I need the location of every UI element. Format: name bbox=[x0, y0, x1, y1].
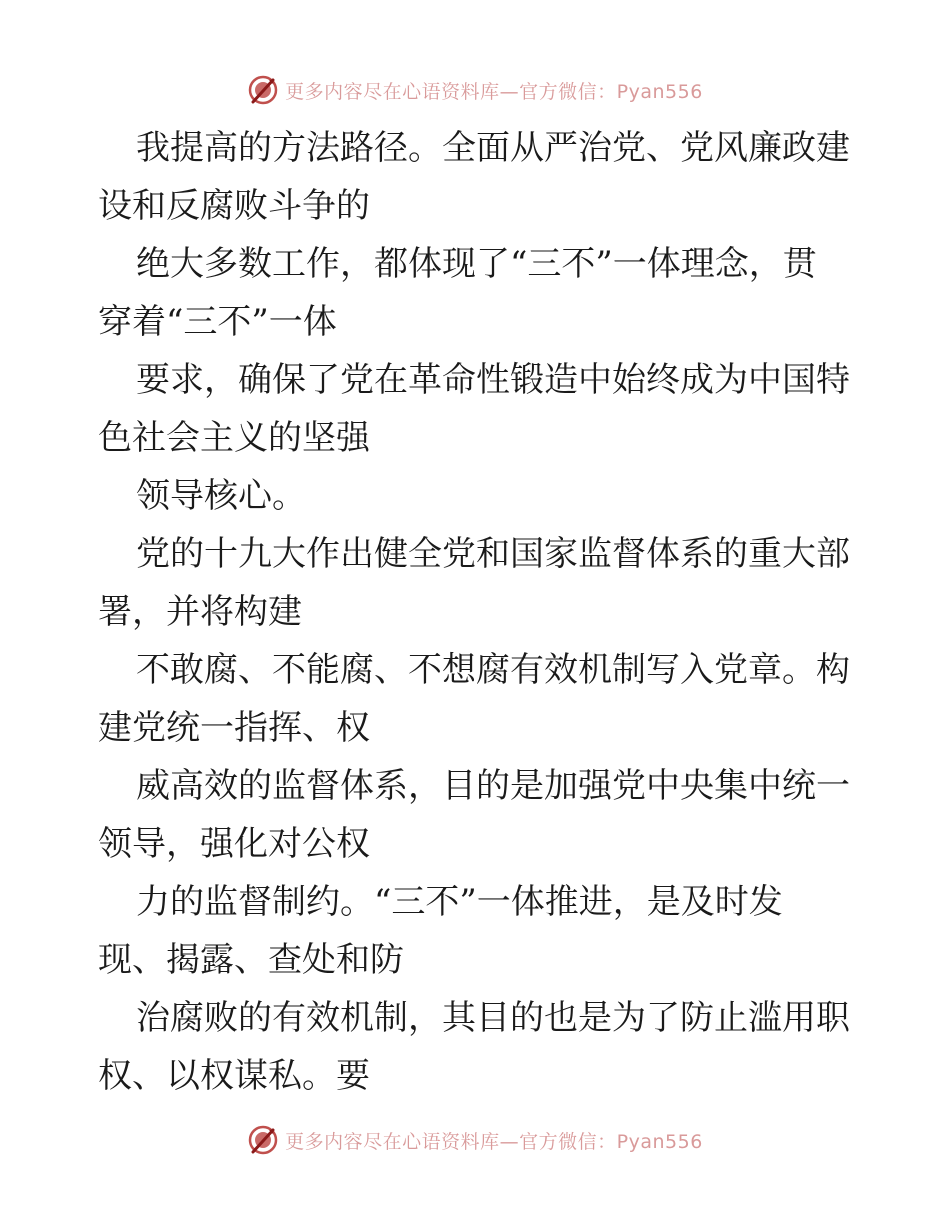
document-body bbox=[98, 119, 858, 1105]
footer-banner-text: 更多内容尽在心语资料库—官方微信：Pyan556 bbox=[285, 1130, 703, 1153]
paragraph-line: 不敢腐、不能腐、不想腐有效机制写入党章。构 bbox=[136, 650, 850, 690]
paragraph-line: 现、揭露、查处和防 bbox=[98, 940, 404, 980]
paragraph bbox=[98, 467, 858, 525]
paragraph-line: 党的十九大作出健全党和国家监督体系的重大部 bbox=[136, 534, 850, 574]
header-banner-text: 更多内容尽在心语资料库—官方微信：Pyan556 bbox=[285, 80, 703, 103]
header-banner bbox=[0, 72, 950, 108]
paragraph bbox=[98, 525, 858, 641]
paragraph-line: 色社会主义的坚强 bbox=[98, 418, 370, 458]
paragraph-line: 绝大多数工作，都体现了“三不”一体理念，贯 bbox=[136, 244, 817, 284]
paragraph-line: 领导核心。 bbox=[136, 476, 306, 516]
paragraph bbox=[98, 119, 858, 235]
paragraph-line: 权、以权谋私。要 bbox=[98, 1056, 370, 1096]
paragraph-line: 我提高的方法路径。全面从严治党、党风廉政建 bbox=[136, 128, 850, 168]
paragraph-line: 要求，确保了党在革命性锻造中始终成为中国特 bbox=[136, 360, 850, 400]
paragraph bbox=[98, 989, 858, 1105]
paragraph bbox=[98, 757, 858, 873]
quill-seal-icon bbox=[247, 1124, 279, 1156]
footer-banner bbox=[0, 1122, 950, 1158]
paragraph-line: 设和反腐败斗争的 bbox=[98, 186, 370, 226]
paragraph-line: 力的监督制约。“三不”一体推进，是及时发 bbox=[136, 882, 783, 922]
paragraph-line: 治腐败的有效机制，其目的也是为了防止滥用职 bbox=[136, 998, 850, 1038]
paragraph bbox=[98, 351, 858, 467]
paragraph bbox=[98, 641, 858, 757]
paragraph-line: 署，并将构建 bbox=[98, 592, 302, 632]
paragraph bbox=[98, 873, 858, 989]
paragraph-line: 威高效的监督体系，目的是加强党中央集中统一 bbox=[136, 766, 850, 806]
paragraph-line: 穿着“三不”一体 bbox=[98, 302, 337, 342]
paragraph-line: 建党统一指挥、权 bbox=[98, 708, 370, 748]
paragraph-line: 领导，强化对公权 bbox=[98, 824, 370, 864]
paragraph bbox=[98, 235, 858, 351]
quill-seal-icon bbox=[247, 74, 279, 106]
